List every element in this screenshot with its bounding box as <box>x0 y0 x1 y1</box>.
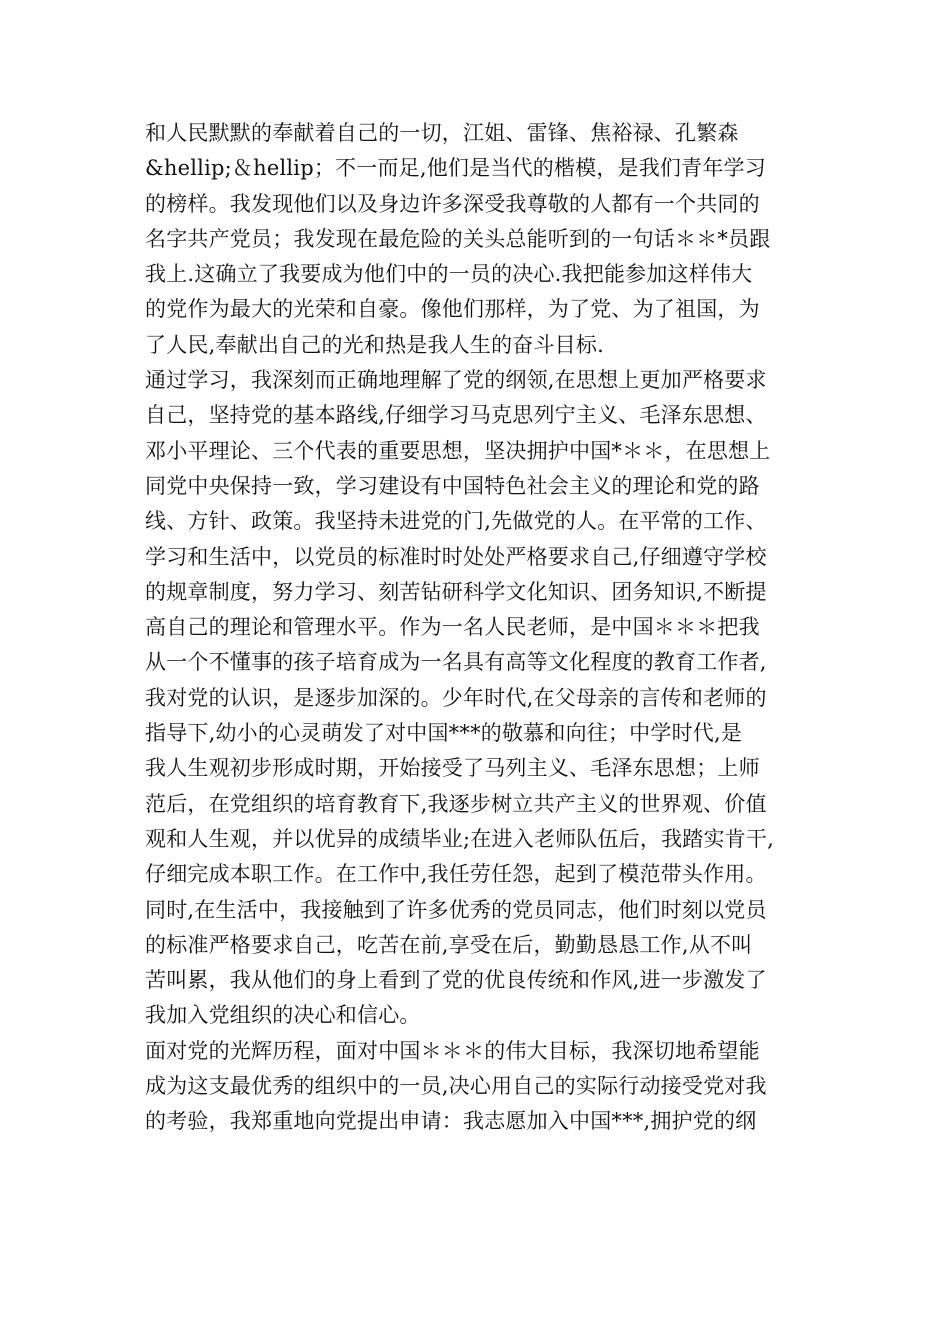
text-line: 的标准严格要求自己，吃苦在前,享受在后，勤勤恳恳工作,从不叫 <box>145 932 753 957</box>
text-line: 面对党的光辉历程，面对中国＊＊＊的伟大目标，我深切地希望能 <box>145 1038 760 1063</box>
text-line: 的党作为最大的光荣和自豪。像他们那样，为了党、为了祖国，为 <box>145 297 760 322</box>
text-line: 我加入党组织的决心和信心。 <box>145 1003 421 1028</box>
text-line: 我人生观初步形成时期，开始接受了马列主义、毛泽东思想；上师 <box>145 756 760 781</box>
text-line: 苦叫累，我从他们的身上看到了党的优良传统和作风,进一步激发了 <box>145 968 767 993</box>
body-text <box>145 116 810 1140</box>
text-line: 通过学习，我深刻而正确地理解了党的纲领,在思想上更加严格要求 <box>145 368 767 393</box>
text-line: 成为这支最优秀的组织中的一员,决心用自己的实际行动接受党对我 <box>145 1074 767 1099</box>
text-line: 和人民默默的奉献着自己的一切，江姐、雷锋、焦裕禄、孔繁森 <box>145 121 739 145</box>
text-line: 同时,在生活中，我接触到了许多优秀的党员同志，他们时刻以党员 <box>145 897 767 922</box>
text-line: 的规章制度，努力学习、刻苦钻研科学文化知识、团务知识,不断提 <box>145 579 767 604</box>
text-line: 从一个不懂事的孩子培育成为一名具有高等文化程度的教育工作者, <box>145 650 767 675</box>
text-line: 线、方针、政策。我坚持未进党的门,先做党的人。在平常的工作、 <box>145 509 767 534</box>
text-line: 了人民,奉献出自己的光和热是我人生的奋斗目标. <box>145 332 604 357</box>
text-line: 我上.这确立了我要成为他们中的一员的决心.我把能参加这样伟大 <box>145 262 753 287</box>
text-line: 学习和生活中，以党员的标准时时处处严格要求自己,仔细遵守学校 <box>145 544 767 569</box>
text-line: 的考验，我郑重地向党提出申请：我志愿加入中国***,拥护党的纲 <box>145 1109 757 1134</box>
text-line: 名字共产党员；我发现在最危险的关头总能听到的一句话＊＊*员跟 <box>145 226 771 251</box>
text-line: 高自己的理论和管理水平。作为一名人民老师，是中国＊＊＊把我 <box>145 615 760 640</box>
text-line: 自己，坚持党的基本路线,仔细学习马克思列宁主义、毛泽东思想、 <box>145 403 767 428</box>
text-line: 我对党的认识，是逐步加深的。少年时代,在父母亲的言传和老师的 <box>145 685 767 710</box>
text-line: 范后，在党组织的培育教育下,我逐步树立共产主义的世界观、价值 <box>145 791 767 816</box>
text-line: 指导下,幼小的心灵萌发了对中国***的敬慕和向往；中学时代,是 <box>145 721 743 746</box>
text-line: 观和人生观，并以优异的成绩毕业;在进入老师队伍后，我踏实肯干, <box>145 826 774 851</box>
text-line: 同党中央保持一致，学习建设有中国特色社会主义的理论和党的路 <box>145 473 760 498</box>
text-line: &hellip;＆hellip；不一而足,他们是当代的楷模，是我们青年学习 <box>145 156 766 181</box>
text-line: 仔细完成本职工作。在工作中,我任劳任怨，起到了模范带头作用。 <box>145 862 767 887</box>
text-line: 的榜样。我发现他们以及身边许多深受我尊敬的人都有一个共同的 <box>145 191 760 216</box>
text-line: 邓小平理论、三个代表的重要思想，坚决拥护中国*＊＊，在思想上 <box>145 438 771 463</box>
